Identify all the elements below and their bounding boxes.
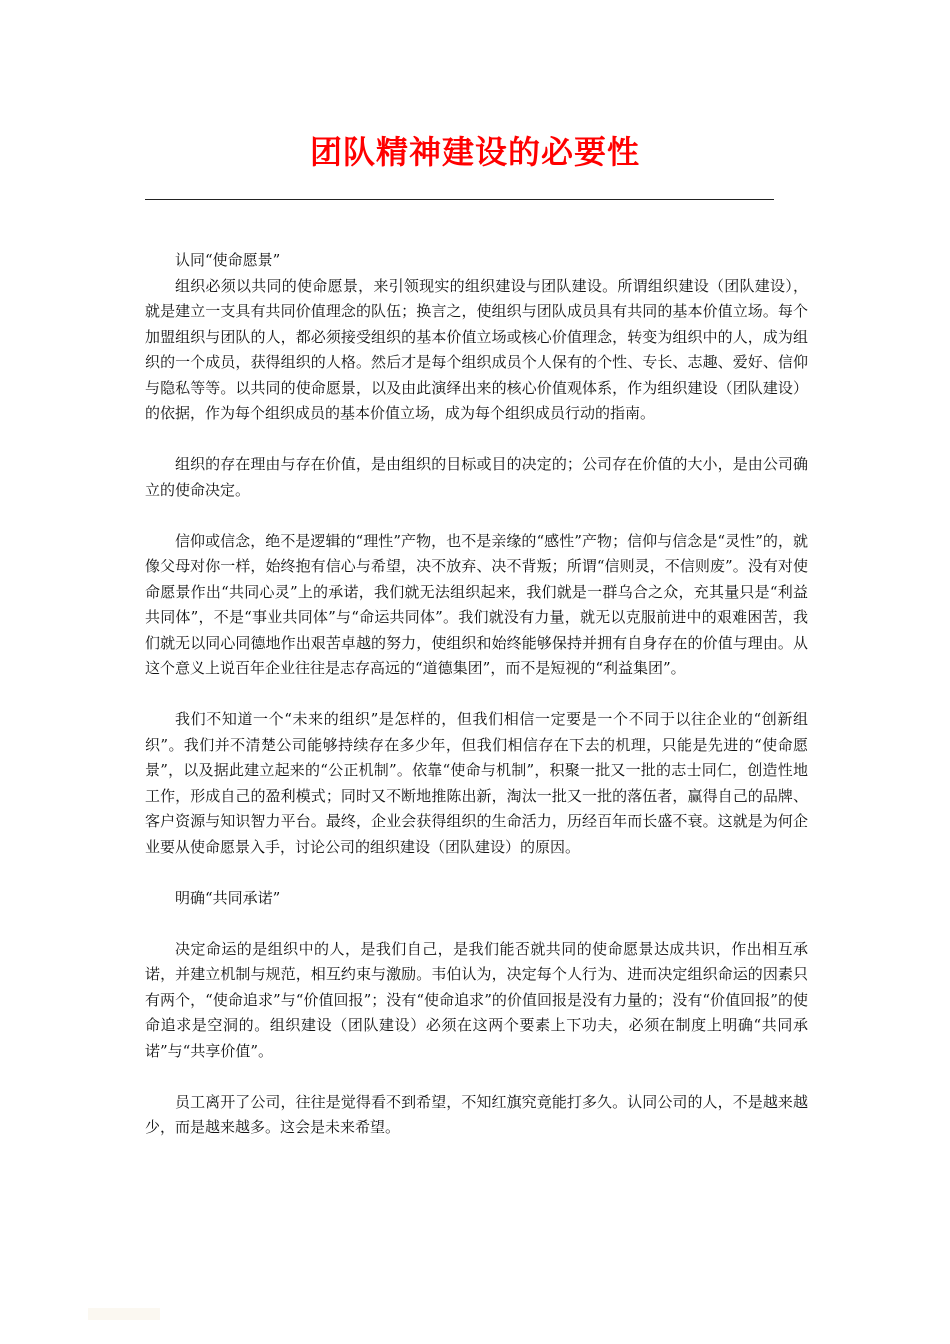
section-heading-vision: 认同“使命愿景” [175, 251, 281, 269]
paragraph-vision-intro: 组织必须以共同的使命愿景，来引领现实的组织建设与团队建设。所谓组织建设（团队建设），就是建立一支具有共同价值理念的队伍；换言之，使组织与团队成员具有共同的基本价值立场。每个加盟组织与团队的人，都必须接受组织的基本价值立场或核心价值理念，转变为组织中的人，成为组织的一个成员，获得组织的人格。然后才是每个组织成员个人保有的个性、专长、志趣、爱好、信仰与隐私等等。以共同的使命愿景，以及由此演绎出来的核心价值观体系，作为组织建设（团队建设）的依据，作为每个组织成员的基本价值立场，成为每个组织成员行动的指南。 [145, 276, 808, 422]
section-heading-commitment: 明确“共同承诺” [175, 888, 281, 907]
paragraph-gap [145, 503, 808, 529]
paragraph-existence-value: 组织的存在理由与存在价值，是由组织的目标或目的决定的；公司存在价值的大小，是由公司确立的使命决定。 [145, 455, 808, 499]
faint-footer-mark [88, 1308, 160, 1320]
paragraph-future-organization: 我们不知道一个“未来的组织”是怎样的，但我们相信一定要是一个不同于以往企业的“创新组织”。我们并不清楚公司能够持续存在多少年，但我们相信存在下去的机理，只能是先进的“使命愿景”，以及据此建立起来的“公正机制”。依靠“使命与机制”，积聚一批又一批的志士同仁，创造性地工作，形成自己的盈利模式；同时又不断地推陈出新，淘汰一批又一批的落伍者，赢得自己的品牌、客户资源与知识智力平台。最终，企业会获得组织的生命活力，历经百年而长盛不衰。这就是为何企业要从使命愿景入手，讨论公司的组织建设（团队建设）的原因。 [145, 710, 808, 856]
paragraph-employee-hope: 员工离开了公司，往往是觉得看不到希望，不知红旗究竟能打多久。认同公司的人，不是越来越少，而是越来越多。这会是未来希望。 [145, 1092, 808, 1136]
paragraph-gap [145, 427, 808, 453]
paragraph-commitment: 决定命运的是组织中的人，是我们自己，是我们能否就共同的使命愿景达成共识，作出相互承诺，并建立机制与规范，相互约束与激励。韦伯认为，决定每个人行为、进而决定组织命运的因素只有两个，“使命追求”与“价值回报”；没有“使命追求”的价值回报是没有力量的；没有“价值回报”的使命追求是空洞的。组织建设（团队建设）必须在这两个要素上下功夫，必须在制度上明确“共同承诺”与“共享价值”。 [145, 939, 808, 1060]
paragraph-gap [145, 860, 808, 886]
document-body [145, 248, 808, 1141]
paragraph-gap [145, 1064, 808, 1090]
paragraph-gap [145, 911, 808, 937]
document-title: 团队精神建设的必要性 [309, 133, 640, 171]
title-divider [145, 199, 774, 200]
paragraph-belief: 信仰或信念，绝不是逻辑的“理性”产物，也不是亲缘的“感性”产物；信仰与信念是“灵性”的，就像父母对你一样，始终抱有信心与希望，决不放弃、决不背叛；所谓“信则灵，不信则废”。没有对使命愿景作出“共同心灵”上的承诺，我们就无法组织起来，我们就是一群乌合之众，充其量只是“利益共同体”，不是“事业共同体”与“命运共同体”。我们就没有力量，就无以克服前进中的艰难困苦，我们就无以同心同德地作出艰苦卓越的努力，使组织和始终能够保持并拥有自身存在的价值与理由。从这个意义上说百年企业往往是志存高远的“道德集团”，而不是短视的“利益集团”。 [145, 531, 808, 677]
paragraph-gap [145, 682, 808, 708]
